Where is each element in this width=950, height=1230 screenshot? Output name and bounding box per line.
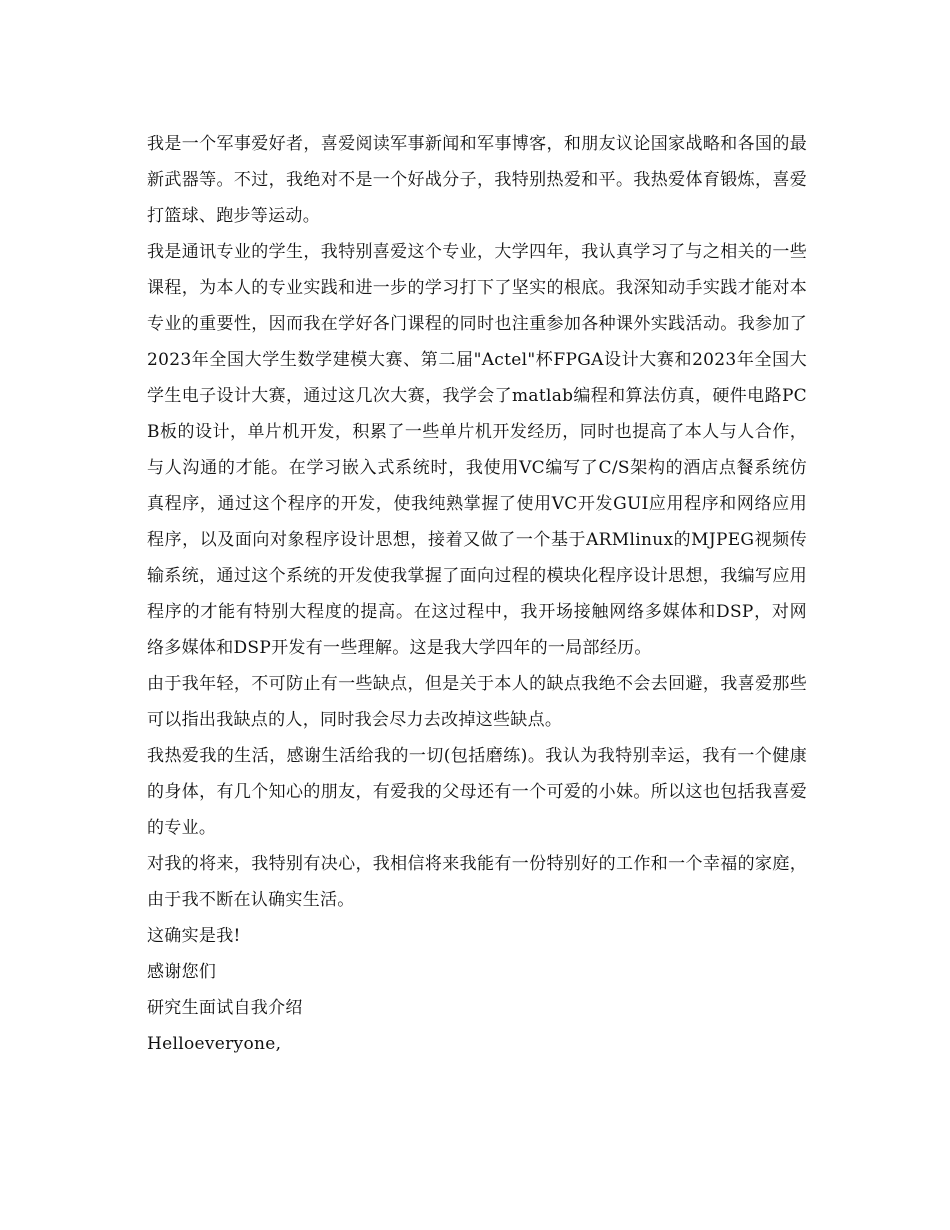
paragraph-thanks: 感谢您们 (147, 962, 217, 982)
document-body (147, 126, 807, 1062)
paragraph-gratitude: 我热爱我的生活，感谢生活给我的一切(包括磨练)。我认为我特别幸运，我有一个健康的身体，有几个知心的朋友，有爱我的父母还有一个可爱的小妹。所以这也包括我喜爱的专业。 (147, 746, 807, 838)
paragraph-greeting: Helloeveryone, (147, 1034, 282, 1054)
paragraph-hobbies: 我是一个军事爱好者，喜爱阅读军事新闻和军事博客，和朋友议论国家战略和各国的最新武器等。不过，我绝对不是一个好战分子，我特别热爱和平。我热爱体育锻炼，喜爱打篮球、跑步等运动。 (147, 134, 807, 226)
paragraph-future: 对我的将来，我特别有决心，我相信将来我能有一份特别好的工作和一个幸福的家庭，由于我不断在认确实生活。 (147, 854, 807, 910)
paragraph-this-is-me: 这确实是我! (147, 926, 241, 946)
section-heading: 研究生面试自我介绍 (147, 998, 303, 1018)
paragraph-shortcomings: 由于我年轻，不可防止有一些缺点，但是关于本人的缺点我绝不会去回避，我喜爱那些可以指出我缺点的人，同时我会尽力去改掉这些缺点。 (147, 674, 807, 730)
paragraph-major-experience: 我是通讯专业的学生，我特别喜爱这个专业，大学四年，我认真学习了与之相关的一些课程，为本人的专业实践和进一步的学习打下了坚实的根底。我深知动手实践才能对本专业的重要性，因而我在学好各门课程的同时也注重参加各种课外实践活动。我参加了2023年全国大学生数学建模大赛、第二届"Actel"杯FPGA设计大赛和2023年全国大学生电子设计大赛，通过这几次大赛，我学会了matlab编程和算法仿真，硬件电路PCB板的设计，单片机开发，积累了一些单片机开发经历，同时也提高了本人与人合作，与人沟通的才能。在学习嵌入式系统时，我使用VC编写了C/S架构的酒店点餐系统仿真程序，通过这个程序的开发，使我纯熟掌握了使用VC开发GUI应用程序和网络应用程序，以及面向对象程序设计思想，接着又做了一个基于ARMlinux的MJPEG视频传输系统，通过这个系统的开发使我掌握了面向过程的模块化程序设计思想，我编写应用程序的才能有特别大程度的提高。在这过程中，我开场接触网络多媒体和DSP，对网络多媒体和DSP开发有一些理解。这是我大学四年的一局部经历。 (147, 242, 807, 658)
